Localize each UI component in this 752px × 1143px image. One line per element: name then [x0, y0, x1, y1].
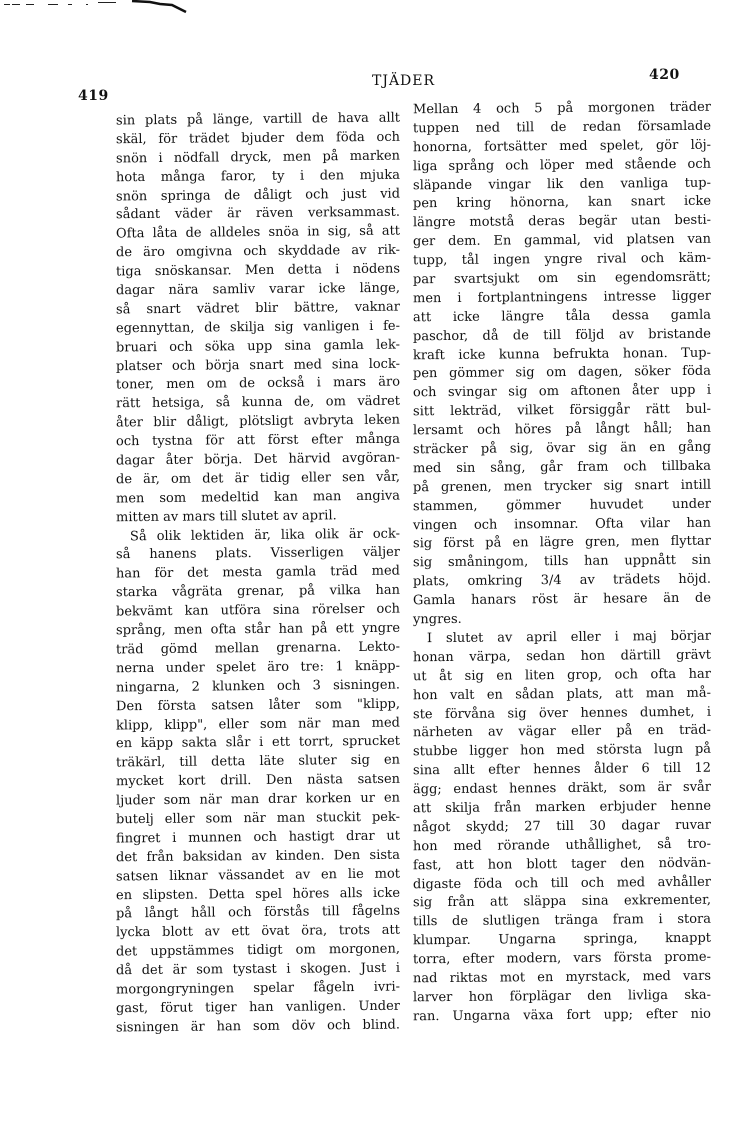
text-line: det från baksidan av kinden. Den sista — [115, 847, 401, 865]
text-line: kraft icke kunna befrukta honan. Tup- — [412, 345, 712, 363]
text-line: längre motstå deras begär utan besti- — [412, 213, 712, 231]
text-line: släpande vingar lik den vanliga tup- — [412, 175, 712, 193]
right-page-number: 420 — [649, 67, 680, 83]
text-line: snön i nödfall dryck, men på marken — [115, 148, 401, 167]
text-line: ningarna, 2 klunken och 3 sisningen. — [115, 677, 401, 696]
text-line: att icke längre tåla dessa gamla — [412, 307, 712, 326]
text-line: då det är som tystast i skogen. Just i — [115, 960, 401, 979]
paragraph-start-line: Så olik lektiden är, lika olik är ock- — [129, 526, 401, 544]
text-line: honorna, fortsätter med spelet, gör löj- — [412, 137, 712, 156]
text-line: en käpp sakta slår i ett torrt, sprucket — [115, 734, 401, 752]
text-line: men som medeltid kan man angiva — [115, 488, 401, 507]
text-line: ran. Ungarna växa fort upp; efter nio — [412, 1006, 712, 1025]
text-line: bekvämt kan utföra sina rörelser och — [115, 601, 401, 620]
text-line: och svingar sig om aftonen åter upp i — [412, 383, 712, 401]
text-line: de är, om det är tidig eller sen vår, — [115, 469, 401, 488]
text-line: sig först på en lägre gren, men flyttar — [412, 534, 712, 552]
text-line: sådant väder är räven verksammast. — [115, 205, 401, 223]
text-line: en slipsten. Detta spel höres alls icke — [115, 885, 401, 903]
text-line: hon valt en sådan plats, att man må- — [412, 685, 712, 703]
paragraph-start-line: I slutet av april eller i maj börjar — [426, 628, 712, 647]
text-line: Gamla hanars röst är hesare än de — [412, 590, 712, 609]
text-line: hota många faror, ty i den mjuka — [115, 167, 401, 185]
text-line: på grenen, men trycker sig snart intill — [412, 477, 712, 496]
text-line: nerna under spelet äro tre: 1 knäpp- — [115, 658, 401, 677]
text-line: träd gömd mellan grenarna. Lekto- — [115, 639, 401, 658]
text-line: torra, efter modern, vars första prome- — [412, 949, 712, 968]
text-line: tiga snöskansar. Men detta i nödens — [115, 261, 401, 280]
text-line: sin plats på länge, vartill de hava allt — [115, 110, 401, 129]
running-title: TJÄDER — [372, 73, 436, 89]
text-line: Mellan 4 och 5 på morgonen träder — [412, 99, 712, 118]
text-line: ägg; endast hennes dräkt, som är svår — [412, 779, 712, 798]
text-line: rätt hetsiga, så kunna de, om vädret — [115, 394, 401, 412]
text-line: dagar åter börja. Det härvid avgöran- — [115, 450, 401, 469]
text-line: stubbe ligger hon med största lugn på — [412, 741, 712, 760]
text-line: sina allt efter hennes ålder 6 till 12 — [412, 760, 712, 779]
text-line: ste förvåna sig över hennes dumhet, i — [412, 704, 712, 722]
text-line: honan värpa, sedan hon därtill grävt — [412, 647, 712, 666]
text-line: att skilja från marken erbjuder henne — [412, 798, 712, 817]
text-line: sisningen är han som döv och blind. — [115, 1017, 401, 1036]
text-line: träkärl, till detta läte sluter sig en — [115, 752, 401, 771]
text-line: morgongryningen spelar fågeln ivri- — [115, 979, 401, 998]
text-line: digaste föda och till och med avhåller — [412, 874, 712, 892]
text-line: lycka blott av ett övat öra, trots att — [115, 923, 401, 941]
text-line: vingen och insomnar. Ofta vilar han — [412, 515, 712, 533]
text-line: yngres. — [412, 611, 462, 628]
text-line: sitt lekträd, vilket försiggår rätt bul- — [412, 401, 712, 420]
text-line: mycket kort drill. Den nästa satsen — [115, 771, 401, 790]
text-line: fingret i munnen och hastigt drar ut — [115, 828, 401, 847]
text-line: platser och börja snart med sina lock- — [115, 356, 401, 374]
text-line: sig från att släppa sina exkrementer, — [412, 893, 712, 911]
text-line: klipp, klipp", eller som när man med — [115, 715, 401, 733]
text-line: ger dem. En gammal, vid platsen van — [412, 231, 712, 250]
text-line: pen kring hönorna, kan snart icke — [412, 194, 712, 212]
text-line: ljuder som när man drar korken ur en — [115, 790, 401, 809]
text-line: så hanens plats. Visserligen väljer — [115, 545, 401, 563]
text-line: närheten av vägar eller på en träd- — [412, 723, 712, 741]
text-line: larver hon förplägar den livliga ska- — [412, 987, 712, 1006]
text-line: fast, att hon blott tager den nödvän- — [412, 855, 712, 873]
text-line: toner, men om de också i mars äro — [115, 374, 401, 393]
text-line: men i fortplantningens intresse ligger — [412, 288, 712, 307]
right-text-column — [413, 100, 711, 1026]
text-line: mitten av mars till slutet av april. — [115, 508, 337, 525]
text-line: klumpar. Ungarna springa, knappt — [412, 930, 712, 949]
text-line: han för det mesta gamla träd med — [115, 563, 401, 582]
left-text-column — [116, 111, 400, 1037]
text-line: tuppen ned till de redan församlade — [412, 118, 712, 137]
text-line: gast, förut tiger han vanligen. Under — [115, 998, 401, 1017]
text-line: det uppstämmes tidigt om morgonen, — [115, 941, 401, 960]
text-line: sig småningom, tills han uppnått sin — [412, 553, 712, 571]
text-line: ut åt sig en liten grop, och ofta har — [412, 666, 712, 685]
text-line: starka vågräta grenar, på vilka han — [115, 583, 401, 601]
text-line: liga språng och löper med stående och — [412, 156, 712, 174]
text-line: tills de slutligen tränga fram i stora — [412, 911, 712, 930]
text-line: åter blir dåligt, plötsligt avbryta leken — [115, 412, 401, 431]
left-page-number: 419 — [78, 88, 109, 104]
text-line: paschor, då de till följd av bristande — [412, 326, 712, 344]
text-line: snön springa de dåligt och just vid — [115, 186, 401, 205]
text-line: med sin sång, går fram och tillbaka — [412, 458, 712, 477]
text-line: satsen liknar vässandet av en lie mot — [115, 866, 401, 885]
text-line: skäl, för trädet bjuder dem föda och — [115, 129, 401, 148]
text-line: lersamt och höres på långt håll; han — [412, 420, 712, 439]
text-line: på långt håll och förstås till fågelns — [115, 903, 401, 922]
text-line: stammen, gömmer huvudet under — [412, 496, 712, 515]
text-line: nad riktas mot en myrstack, med vars — [412, 968, 712, 987]
text-line: bruari och söka upp sina gamla lek- — [115, 337, 401, 356]
text-line: egennyttan, de skilja sig vanligen i fe- — [115, 318, 401, 337]
text-line: tupp, tål ingen yngre rival och käm- — [412, 250, 712, 269]
text-line: butelj eller som när man stuckit pek- — [115, 809, 401, 828]
text-line: något skydd; 27 till 30 dagar ruvar — [412, 817, 712, 836]
text-line: pen gömmer sig om dagen, söker föda — [412, 364, 712, 382]
scan-edge-artifact — [0, 0, 200, 16]
text-line: och tystna för att först efter många — [115, 431, 401, 450]
text-line: språng, men ofta står han på ett yngre — [115, 620, 401, 639]
text-line: plats, omkring 3/4 av trädets höjd. — [412, 571, 712, 590]
text-line: Ofta låta de alldeles snöa in sig, så att — [115, 223, 401, 242]
text-line: hon med rörande uthållighet, så tro- — [412, 836, 712, 855]
text-line: Den första satsen låter som "klipp, — [115, 696, 401, 714]
text-line: de äro omgivna och skyddade av rik- — [115, 242, 401, 261]
text-line: par svartsjukt om sin egendomsrätt; — [412, 269, 712, 288]
text-line: dagar nära samliv varar icke länge, — [115, 280, 401, 299]
text-line: så snart vädret blir bättre, vaknar — [115, 299, 401, 318]
text-line: sträcker på sig, övar sig än en gång — [412, 439, 712, 458]
